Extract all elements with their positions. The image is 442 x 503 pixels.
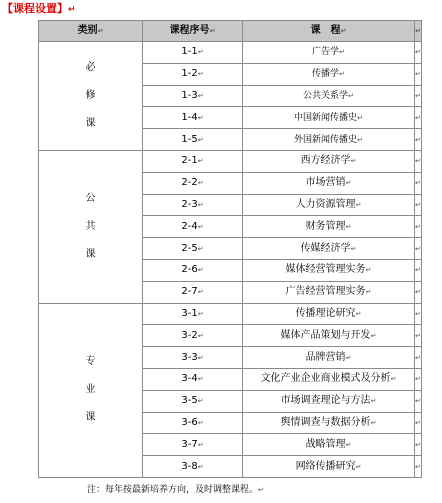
course-number-cell: 1-4↵ [143,107,243,129]
row-end-cell: ↵ [415,347,422,369]
course-number-cell: 3-3↵ [143,347,243,369]
course-name-cell: 舆情调查与数据分析↵ [243,412,415,434]
course-number-cell: 1-1↵ [143,42,243,64]
course-name-cell: 中国新闻传播史↵ [243,107,415,129]
course-name-cell: 财务管理↵ [243,216,415,238]
course-number-cell: 1-3↵ [143,85,243,107]
paragraph-mark-icon: ↵ [68,5,76,15]
category-char: 共 [85,220,96,232]
header-name: 课 程↵ [243,21,415,42]
course-name-cell: 市场营销↵ [243,172,415,194]
table-row [39,42,422,64]
course-name-cell: 传播学↵ [243,63,415,85]
course-number-cell: 1-2↵ [143,63,243,85]
course-number-cell: 1-5↵ [143,129,243,151]
course-number-cell: 3-8↵ [143,456,243,478]
category-cell [39,42,143,151]
course-name-cell: 媒体经营管理实务↵ [243,259,415,281]
course-name-cell: 广告学↵ [243,42,415,64]
course-name-cell: 市场调查理论与方法↵ [243,390,415,412]
course-name-cell: 外国新闻传播史↵ [243,129,415,151]
table-row [39,150,422,172]
course-table [38,20,422,478]
row-end-cell: ↵ [415,216,422,238]
course-name-cell: 广告经营管理实务↵ [243,281,415,303]
course-number-cell: 2-5↵ [143,238,243,260]
row-end-cell: ↵ [415,325,422,347]
category-cell [39,303,143,477]
course-number-cell: 2-7↵ [143,281,243,303]
course-number-cell: 3-7↵ [143,434,243,456]
row-end-cell: ↵ [415,172,422,194]
course-number-cell: 3-6↵ [143,412,243,434]
row-end-cell: ↵ [415,107,422,129]
row-end-cell: ↵ [415,238,422,260]
course-table-body [39,42,422,478]
course-number-cell: 3-1↵ [143,303,243,325]
category-cell [39,150,143,303]
course-name-cell: 公共关系学↵ [243,85,415,107]
header-number: 课程序号↵ [143,21,243,42]
course-number-cell: 3-4↵ [143,368,243,390]
course-name-cell: 文化产业企业商业模式及分析↵ [243,368,415,390]
course-number-cell: 3-2↵ [143,325,243,347]
course-number-cell: 2-3↵ [143,194,243,216]
course-number-cell: 2-1↵ [143,150,243,172]
course-number-cell: 2-6↵ [143,259,243,281]
course-number-cell: 2-2↵ [143,172,243,194]
course-name-cell: 传媒经济学↵ [243,238,415,260]
section-title-text: 【课程设置】 [2,2,68,15]
category-char: 公 [85,192,96,204]
course-name-cell: 网络传播研究↵ [243,456,415,478]
course-name-cell: 人力资源管理↵ [243,194,415,216]
course-name-cell: 品牌营销↵ [243,347,415,369]
course-number-cell: 2-4↵ [143,216,243,238]
row-end-cell: ↵ [415,456,422,478]
category-char: 修 [85,89,96,101]
row-end-cell: ↵ [415,281,422,303]
category-char: 专 [85,356,96,368]
row-end-cell: ↵ [415,390,422,412]
table-header-row [39,21,422,42]
row-end-cell: ↵ [415,63,422,85]
row-end-cell: ↵ [415,368,422,390]
row-end-cell: ↵ [415,434,422,456]
row-end-cell: ↵ [415,259,422,281]
course-name-cell: 传播理论研究↵ [243,303,415,325]
footnote: 注：每年按最新培养方向，及时调整课程。↵ [87,485,264,495]
row-end-cell: ↵ [415,129,422,151]
row-end-cell: ↵ [415,85,422,107]
category-char: 必 [85,61,96,73]
row-end-cell: ↵ [415,303,422,325]
row-end-cell: ↵ [415,412,422,434]
course-name-cell: 西方经济学↵ [243,150,415,172]
row-end-cell: ↵ [415,150,422,172]
category-char: 课 [85,248,96,260]
header-category: 类别↵ [39,21,143,42]
table-row [39,303,422,325]
header-edge: ↵ [415,21,422,42]
course-name-cell: 战略管理↵ [243,434,415,456]
course-number-cell: 3-5↵ [143,390,243,412]
row-end-cell: ↵ [415,42,422,64]
category-char: 业 [85,384,96,396]
section-title [2,1,76,17]
row-end-cell: ↵ [415,194,422,216]
category-char: 课 [85,117,96,129]
category-char: 课 [85,412,96,424]
course-name-cell: 媒体产品策划与开发↵ [243,325,415,347]
